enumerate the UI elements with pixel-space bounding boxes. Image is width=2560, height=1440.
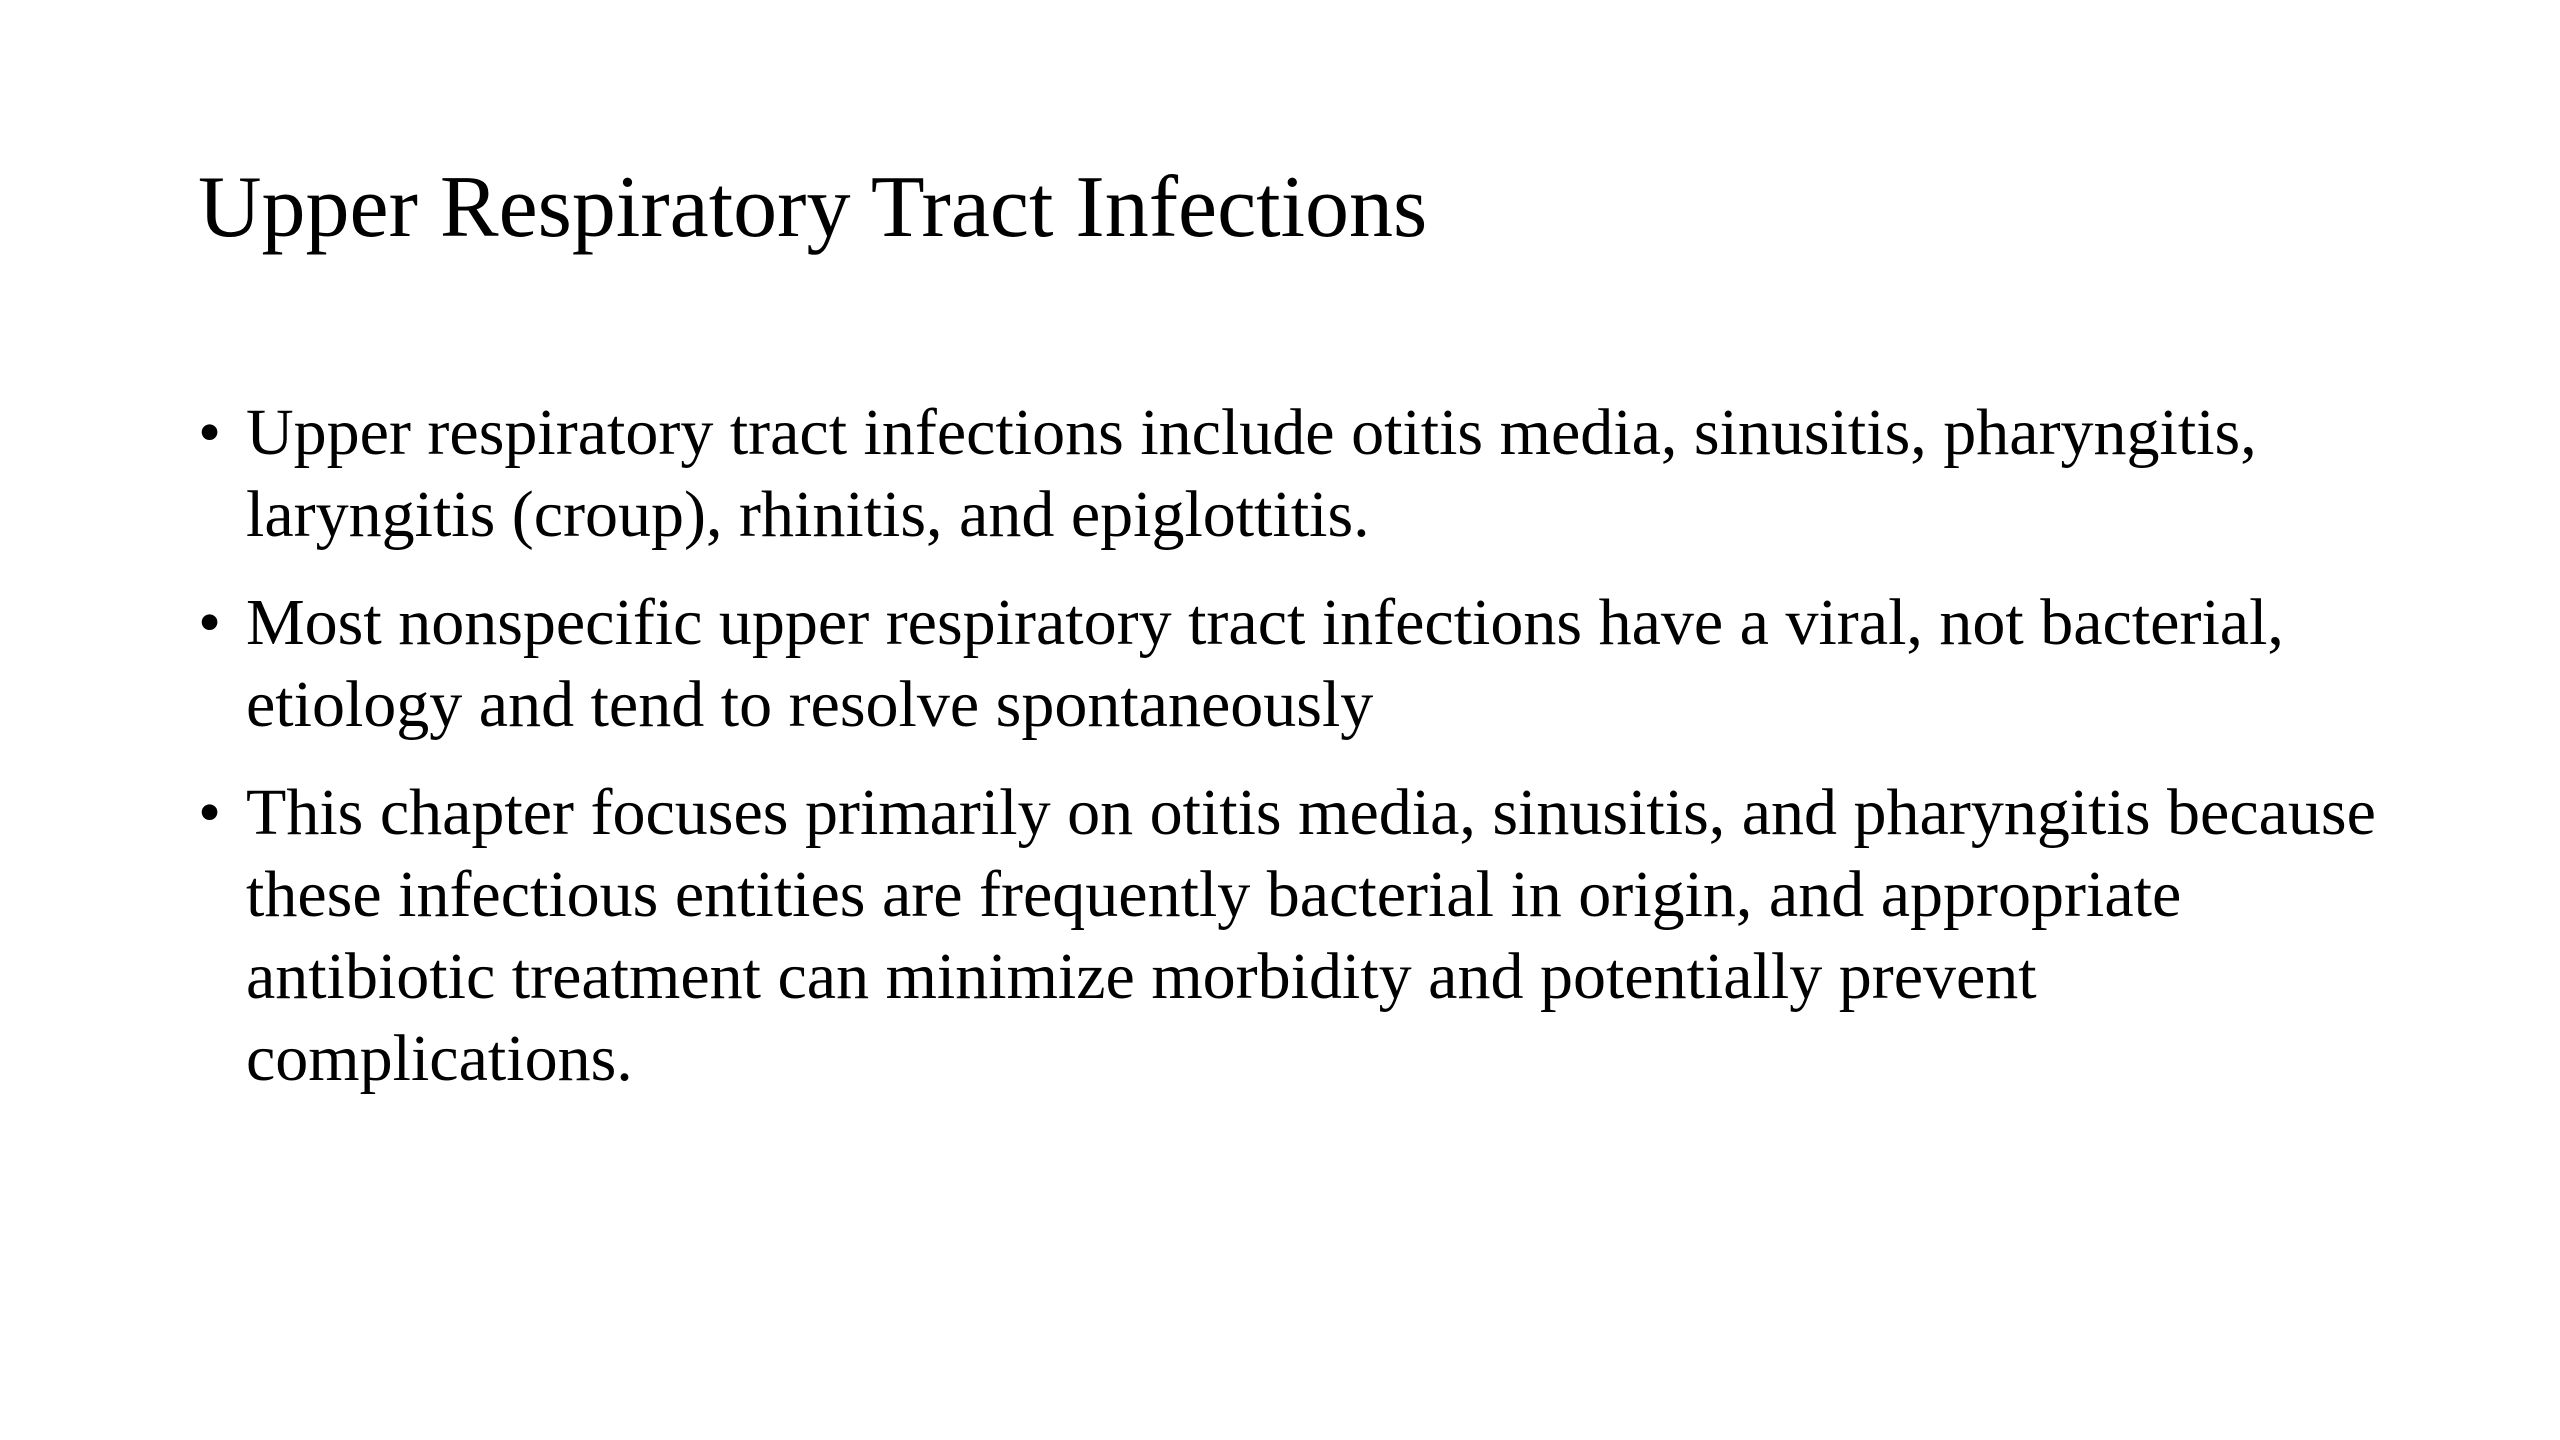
slide-title: Upper Respiratory Tract Infections (198, 159, 1428, 256)
bullet-item (198, 582, 2418, 746)
bullet-text: Most nonspecific upper respiratory tract infections have a viral, not bacterial, etiology and tend to resolve spontaneously (246, 586, 2284, 741)
bullet-mark: • (198, 586, 222, 659)
bullet-text: This chapter focuses primarily on otitis media, sinusitis, and pharyngitis because these infectious entities are frequently bacterial in origin, and appropriate antibiotic treatment can minimize morbidity and potentially prevent complications. (246, 776, 2376, 1095)
bullet-text: Upper respiratory tract infections include otitis media, sinusitis, pharyngitis, laryngitis (croup), rhinitis, and epiglottitis. (246, 396, 2257, 551)
bullet-list (198, 392, 2418, 1126)
bullet-item (198, 772, 2418, 1100)
bullet-mark: • (198, 396, 222, 469)
bullet-item (198, 392, 2418, 556)
bullet-mark: • (198, 776, 222, 849)
